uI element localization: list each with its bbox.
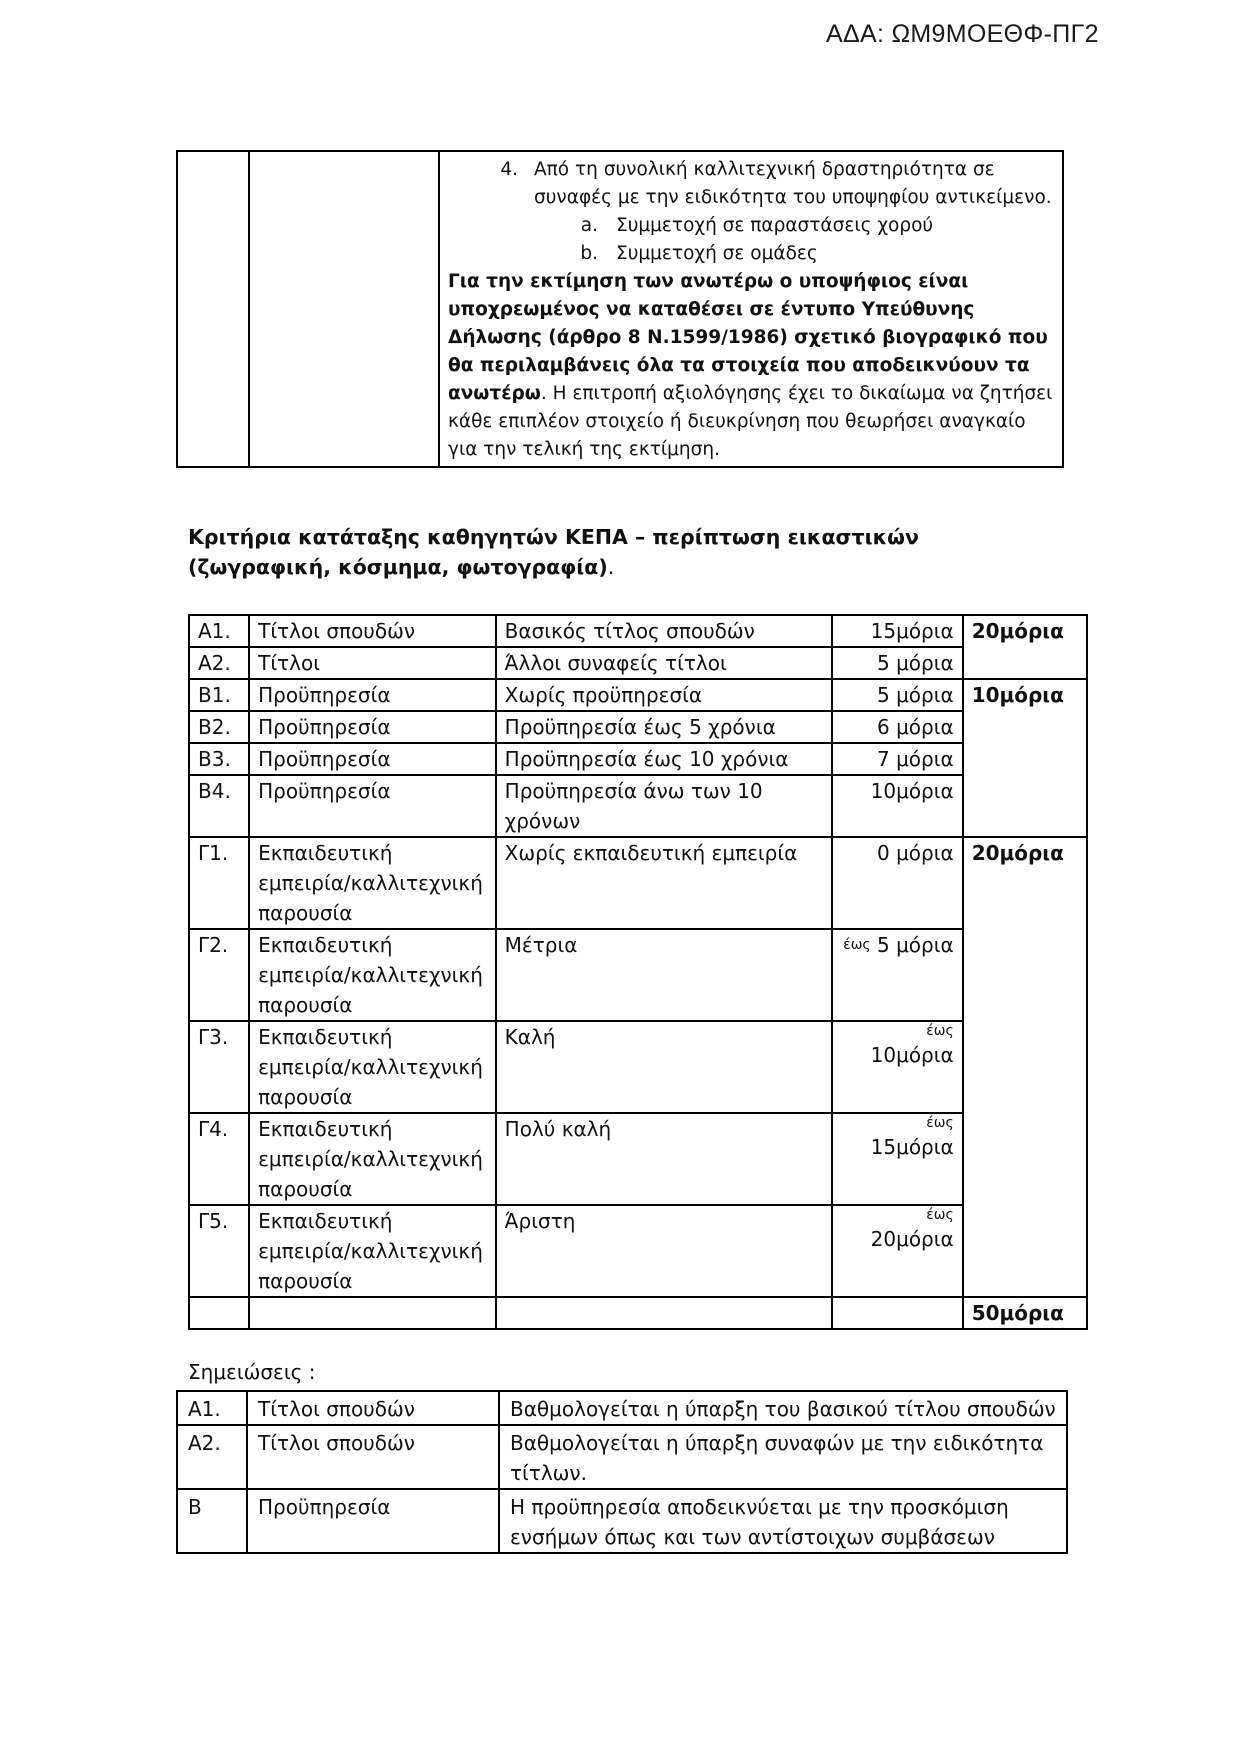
- list-number: 4.: [500, 159, 518, 180]
- row-description: Προϋπηρεσία έως 10 χρόνια: [496, 743, 833, 775]
- row-category: Προϋπηρεσία: [249, 711, 496, 743]
- row-code: Γ3.: [189, 1021, 249, 1113]
- points-value: 5 μόρια: [877, 933, 954, 957]
- table-row: [189, 1021, 1087, 1113]
- table-row: [189, 679, 1087, 711]
- row-points: 5 μόρια: [832, 647, 962, 679]
- declaration-paragraph: [448, 268, 1054, 464]
- criteria-text-cell: [439, 151, 1063, 467]
- row-category: Εκπαιδευτική εμπειρία/καλλιτεχνική παρουσία: [249, 1205, 496, 1297]
- empty-cell: [496, 1297, 833, 1329]
- row-points: 0 μόρια: [832, 837, 962, 929]
- row-description: Βασικός τίτλος σπουδών: [496, 615, 833, 647]
- row-category: Προϋπηρεσία: [249, 679, 496, 711]
- sub-item-text: Συμμετοχή σε ομάδες: [616, 243, 818, 264]
- row-category: Προϋπηρεσία: [249, 743, 496, 775]
- sub-item-letter: b.: [580, 243, 598, 264]
- row-description: Προϋπηρεσία έως 5 χρόνια: [496, 711, 833, 743]
- section-heading-tail: .: [607, 555, 615, 579]
- note-text: Βαθμολογείται η ύπαρξη του βασικού τίτλου σπουδών: [499, 1391, 1067, 1425]
- row-category: Εκπαιδευτική εμπειρία/καλλιτεχνική παρουσία: [249, 929, 496, 1021]
- row-category: Τίτλοι σπουδών: [249, 615, 496, 647]
- group-total: 20μόρια: [963, 837, 1087, 1297]
- row-code: Γ5.: [189, 1205, 249, 1297]
- empty-cell: [177, 151, 249, 467]
- grand-total: 50μόρια: [963, 1297, 1087, 1329]
- row-code: Β4.: [189, 775, 249, 837]
- group-total: 10μόρια: [963, 679, 1087, 837]
- row-points: 7 μόρια: [832, 743, 962, 775]
- points-prefix: έως: [926, 1023, 954, 1039]
- row-code: Γ1.: [189, 837, 249, 929]
- note-category: Προϋπηρεσία: [247, 1489, 499, 1553]
- table-row: [189, 647, 1087, 679]
- table-row-total: [189, 1297, 1087, 1329]
- row-points: 5 μόρια: [832, 679, 962, 711]
- points-prefix: έως: [843, 937, 871, 953]
- note-code: Α1.: [177, 1391, 247, 1425]
- table-row: [189, 743, 1087, 775]
- table-row: [189, 929, 1087, 1021]
- row-description: Άριστη: [496, 1205, 833, 1297]
- table-row: [189, 711, 1087, 743]
- note-code: Α2.: [177, 1425, 247, 1489]
- continuation-table: [176, 150, 1064, 468]
- row-category: Εκπαιδευτική εμπειρία/καλλιτεχνική παρουσία: [249, 1021, 496, 1113]
- section-heading: [188, 522, 1048, 582]
- list-item-4: [448, 156, 1054, 212]
- note-category: Τίτλοι σπουδών: [247, 1425, 499, 1489]
- row-description: Χωρίς προϋπηρεσία: [496, 679, 833, 711]
- points-value: 10μόρια: [870, 1043, 954, 1067]
- row-points: 10μόρια: [832, 775, 962, 837]
- table-row: [189, 775, 1087, 837]
- list-item-text: Από τη συνολική καλλιτεχνική δραστηριότητα σε συναφές με την ειδικότητα του υποψηφίου αντικείμενο.: [534, 159, 1052, 208]
- row-points: [832, 929, 962, 1021]
- empty-cell: [249, 151, 439, 467]
- criteria-table: [188, 614, 1088, 1330]
- sub-item-letter: a.: [580, 215, 598, 236]
- row-code: Β3.: [189, 743, 249, 775]
- row-description: Άλλοι συναφείς τίτλοι: [496, 647, 833, 679]
- table-row: [177, 1489, 1067, 1553]
- row-description: Χωρίς εκπαιδευτική εμπειρία: [496, 837, 833, 929]
- sub-item-a: [448, 212, 1054, 240]
- row-points: 6 μόρια: [832, 711, 962, 743]
- row-code: Β1.: [189, 679, 249, 711]
- row-points: [832, 1205, 962, 1297]
- row-description: Καλή: [496, 1021, 833, 1113]
- note-text: Η προϋπηρεσία αποδεικνύεται με την προσκόμιση ενσήμων όπως και των αντίστοιχων συμβάσεων: [499, 1489, 1067, 1553]
- document-ada-code: ΑΔΑ: ΩΜ9ΜΟΕΘΦ-ΠΓ2: [826, 20, 1099, 48]
- empty-cell: [832, 1297, 962, 1329]
- row-category: Εκπαιδευτική εμπειρία/καλλιτεχνική παρουσία: [249, 1113, 496, 1205]
- row-code: Α1.: [189, 615, 249, 647]
- row-code: Γ4.: [189, 1113, 249, 1205]
- note-code: Β: [177, 1489, 247, 1553]
- sub-item-text: Συμμετοχή σε παραστάσεις χορού: [616, 215, 934, 236]
- table-row: [177, 1425, 1067, 1489]
- table-row: [189, 837, 1087, 929]
- row-code: Β2.: [189, 711, 249, 743]
- row-category: Προϋπηρεσία: [249, 775, 496, 837]
- empty-cell: [189, 1297, 249, 1329]
- points-value: 15μόρια: [870, 1135, 954, 1159]
- points-prefix: έως: [926, 1207, 954, 1223]
- table-row: [189, 1205, 1087, 1297]
- notes-table: [176, 1390, 1068, 1554]
- row-points: [832, 1021, 962, 1113]
- empty-cell: [249, 1297, 496, 1329]
- points-prefix: έως: [926, 1115, 954, 1131]
- note-text: Βαθμολογείται η ύπαρξη συναφών με την ειδικότητα τίτλων.: [499, 1425, 1067, 1489]
- row-code: Α2.: [189, 647, 249, 679]
- row-description: Προϋπηρεσία άνω των 10 χρόνων: [496, 775, 833, 837]
- table-row: [177, 1391, 1067, 1425]
- note-category: Τίτλοι σπουδών: [247, 1391, 499, 1425]
- row-points: [832, 1113, 962, 1205]
- declaration-bold-text: Για την εκτίμηση των ανωτέρω ο υποψήφιος είναι υποχρεωμένος να καταθέσει σε έντυπο Υπεύθυνης Δήλωσης (άρθρο 8 Ν.1599/1986) σχετικό βιογραφικό που θα περιλαμβάνεις όλα τα στοιχεία που αποδεικνύουν τα ανωτέρω: [448, 271, 1048, 404]
- row-description: Πολύ καλή: [496, 1113, 833, 1205]
- points-value: 20μόρια: [870, 1227, 954, 1251]
- table-row: [189, 615, 1087, 647]
- notes-label: Σημειώσεις :: [188, 1360, 316, 1384]
- row-points: 15μόρια: [832, 615, 962, 647]
- row-description: Μέτρια: [496, 929, 833, 1021]
- section-heading-bold: Κριτήρια κατάταξης καθηγητών ΚΕΠΑ – περίπτωση εικαστικών (ζωγραφική, κόσμημα, φωτογραφία): [188, 525, 919, 579]
- row-code: Γ2.: [189, 929, 249, 1021]
- row-category: Εκπαιδευτική εμπειρία/καλλιτεχνική παρουσία: [249, 837, 496, 929]
- row-category: Τίτλοι: [249, 647, 496, 679]
- table-row: [189, 1113, 1087, 1205]
- sub-item-b: [448, 240, 1054, 268]
- group-total: 20μόρια: [963, 615, 1087, 679]
- declaration-normal-text: . Η επιτροπή αξιολόγησης έχει το δικαίωμα να ζητήσει κάθε επιπλέον στοιχείο ή διευκρίνηση που θεωρήσει αναγκαίο για την τελική της εκτίμηση.: [448, 383, 1053, 460]
